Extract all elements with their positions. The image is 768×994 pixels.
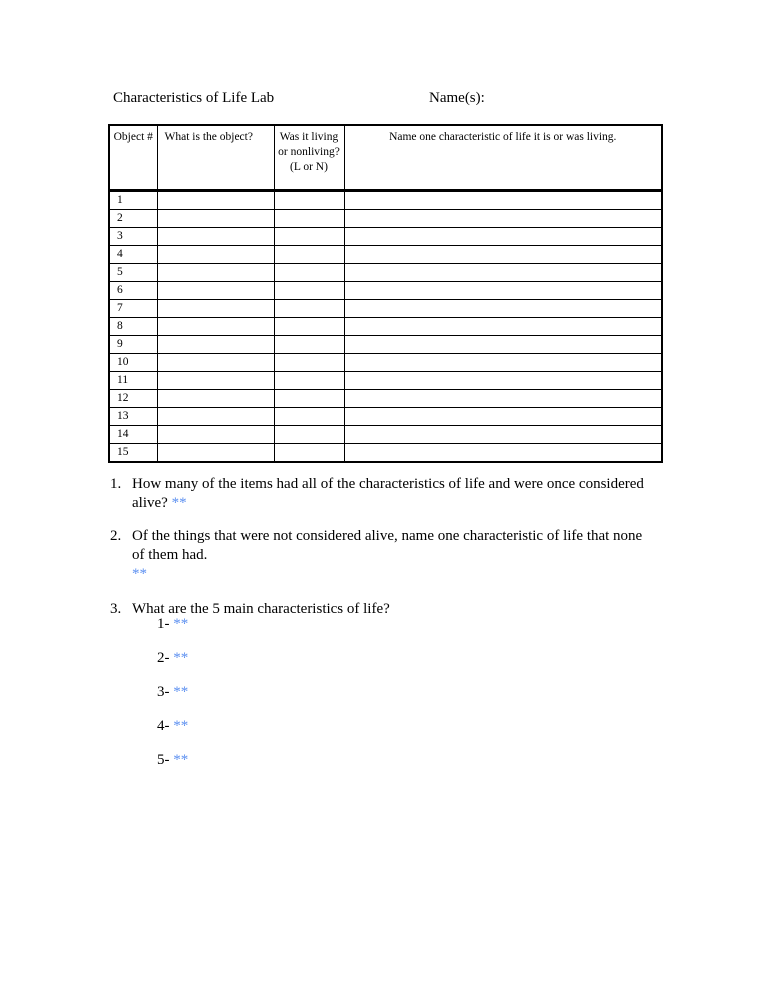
characteristic-cell[interactable] [344,354,662,372]
table-row [109,426,662,444]
question-3 [110,600,670,619]
table-row [109,372,662,390]
living-cell[interactable] [274,282,344,300]
characteristic-cell[interactable] [344,372,662,390]
object-cell[interactable] [157,354,274,372]
answer-placeholder[interactable]: ** [173,718,189,734]
object-cell[interactable] [157,300,274,318]
row-number: 6 [109,282,157,300]
living-cell[interactable] [274,354,344,372]
answer-placeholder[interactable]: ** [173,650,189,666]
living-cell[interactable] [274,264,344,282]
table-header-row [109,125,662,191]
living-cell[interactable] [274,336,344,354]
living-cell[interactable] [274,210,344,228]
names-label: Name(s): [429,90,485,106]
question-text-line2: alive? [132,495,168,511]
characteristic-cell[interactable] [344,264,662,282]
answer-placeholder[interactable]: ** [173,752,189,768]
characteristic-cell[interactable] [344,390,662,408]
characteristic-item-3 [157,684,188,701]
living-cell[interactable] [274,246,344,264]
question-text-line1: How many of the items had all of the characteristics of life and were once considered [132,476,644,492]
item-label: 3- [157,684,170,700]
characteristic-cell[interactable] [344,246,662,264]
characteristic-cell[interactable] [344,408,662,426]
table-row [109,191,662,210]
question-text-line1: Of the things that were not considered alive, name one characteristic of life that none [132,528,643,544]
living-cell[interactable] [274,372,344,390]
question-number: 1. [110,476,122,492]
row-number: 5 [109,264,157,282]
object-cell[interactable] [157,191,274,210]
characteristic-cell[interactable] [344,300,662,318]
object-cell[interactable] [157,282,274,300]
answer-placeholder[interactable]: ** [132,566,147,582]
table-row [109,318,662,336]
worksheet-title: Characteristics of Life Lab [113,90,275,106]
row-number: 12 [109,390,157,408]
table-body [109,191,662,463]
characteristic-item-5 [157,752,188,769]
row-number: 13 [109,408,157,426]
living-cell[interactable] [274,191,344,210]
object-cell[interactable] [157,336,274,354]
living-cell[interactable] [274,426,344,444]
table-row [109,408,662,426]
item-label: 2- [157,650,170,666]
living-cell[interactable] [274,444,344,463]
living-cell[interactable] [274,228,344,246]
characteristic-cell[interactable] [344,282,662,300]
living-cell[interactable] [274,318,344,336]
characteristic-cell[interactable] [344,210,662,228]
object-cell[interactable] [157,408,274,426]
object-cell[interactable] [157,210,274,228]
row-number: 10 [109,354,157,372]
table-row [109,444,662,463]
living-cell[interactable] [274,390,344,408]
characteristic-cell[interactable] [344,336,662,354]
characteristic-cell[interactable] [344,426,662,444]
answer-placeholder[interactable]: ** [173,684,189,700]
table-row [109,264,662,282]
living-cell[interactable] [274,300,344,318]
object-cell[interactable] [157,444,274,463]
object-cell[interactable] [157,318,274,336]
question-number: 2. [110,528,122,544]
table-row [109,228,662,246]
table-row [109,246,662,264]
header-what-is-object: What is the object? [157,125,274,191]
table-row [109,390,662,408]
object-cell[interactable] [157,390,274,408]
characteristic-cell[interactable] [344,191,662,210]
question-text-line2: of them had. [132,547,208,563]
item-label: 5- [157,752,170,768]
header-characteristic: Name one characteristic of life it is or was living. [344,125,662,191]
row-number: 7 [109,300,157,318]
object-cell[interactable] [157,372,274,390]
object-cell[interactable] [157,246,274,264]
characteristic-item-4 [157,718,188,735]
header-living-nonliving: Was it living or nonliving? (L or N) [274,125,344,191]
header-object-number: Object # [109,125,157,191]
question-2 [110,527,670,584]
row-number: 4 [109,246,157,264]
living-cell[interactable] [274,408,344,426]
characteristic-cell[interactable] [344,444,662,463]
table-row [109,282,662,300]
row-number: 11 [109,372,157,390]
row-number: 2 [109,210,157,228]
answer-placeholder[interactable]: ** [173,616,189,632]
table-row [109,354,662,372]
characteristic-item-2 [157,650,188,667]
characteristic-cell[interactable] [344,228,662,246]
row-number: 8 [109,318,157,336]
characteristic-cell[interactable] [344,318,662,336]
question-1 [110,475,670,513]
row-number: 15 [109,444,157,463]
object-cell[interactable] [157,228,274,246]
row-number: 9 [109,336,157,354]
table-row [109,210,662,228]
object-cell[interactable] [157,426,274,444]
question-number: 3. [110,601,122,617]
lab-table [108,124,663,463]
answer-placeholder[interactable]: ** [171,495,187,511]
row-number: 14 [109,426,157,444]
object-cell[interactable] [157,264,274,282]
item-label: 4- [157,718,170,734]
table-row [109,336,662,354]
row-number: 1 [109,191,157,210]
table-row [109,300,662,318]
questions-section [110,475,670,619]
row-number: 3 [109,228,157,246]
item-label: 1- [157,616,170,632]
question-text-line1: What are the 5 main characteristics of life? [132,601,390,617]
characteristic-item-1 [157,616,188,633]
